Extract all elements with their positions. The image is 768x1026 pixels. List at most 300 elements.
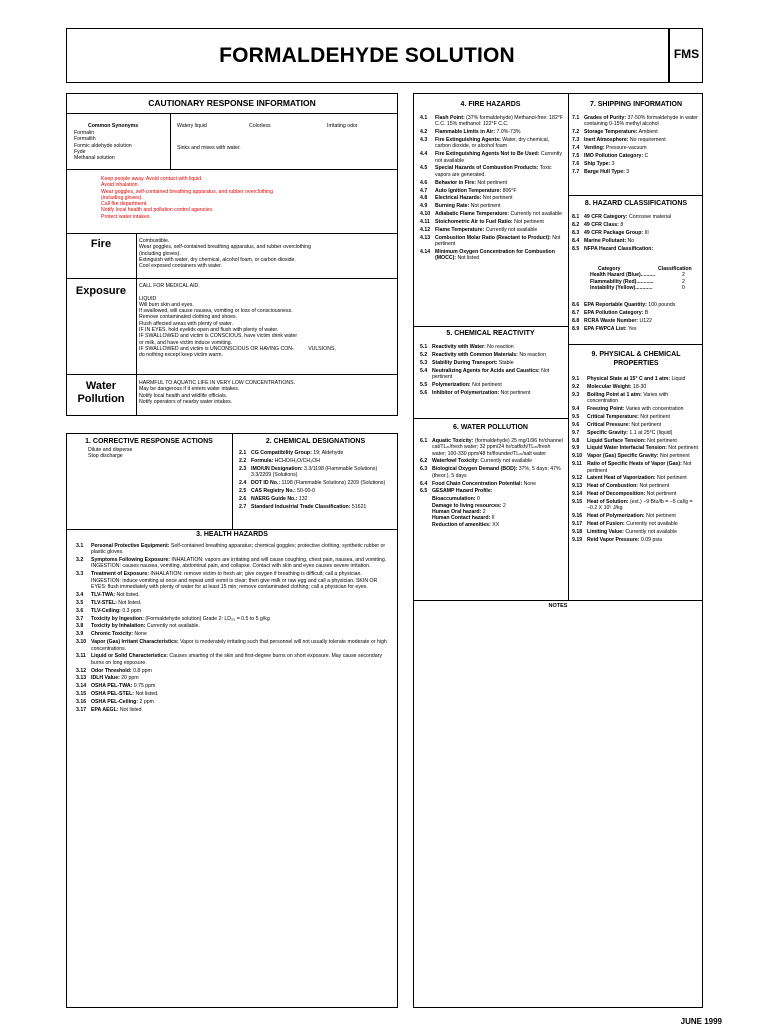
item-value: C <box>643 152 649 159</box>
item-label: Fire Extinguishing Agents: <box>435 137 501 144</box>
list-item <box>239 466 394 479</box>
list-item <box>572 414 700 420</box>
list-item <box>420 249 564 262</box>
list-item <box>572 499 700 512</box>
item-label: Freezing Point: <box>587 405 625 412</box>
item-number: 2.6 <box>239 495 247 502</box>
item-text <box>91 631 147 637</box>
item-text <box>584 161 614 167</box>
item-label: Flame Temperature: <box>435 226 485 233</box>
list-item <box>76 675 392 681</box>
item-number: 9.16 <box>572 513 583 520</box>
list-item <box>572 461 700 474</box>
item-number: 9.18 <box>572 529 583 536</box>
s3-heading: 3. HEALTH HAZARDS <box>196 531 268 538</box>
list-item <box>572 430 700 436</box>
list-item <box>76 543 392 556</box>
item-text <box>587 483 669 489</box>
item-value: Not pertinent <box>655 475 687 482</box>
item-label: Physical State at 15° C and 1 atm: <box>587 376 671 382</box>
item-value: Not pertinent <box>644 513 676 520</box>
exposure-line: do nothing except keep victim warm. <box>139 352 223 359</box>
item-number: 4.13 <box>420 234 431 241</box>
item-label: 49 CFR Category: <box>584 214 628 220</box>
water-text <box>139 380 295 405</box>
list-item <box>420 344 564 350</box>
exposure-line: IF SWALLOWED and victim is UNCONSCIOUS OR HAVING CON- VULSIONS, <box>139 345 336 352</box>
item-label: CG Compatibility Group: <box>251 450 312 456</box>
item-text <box>584 302 675 308</box>
item-number: 3.5 <box>76 599 84 606</box>
list-item <box>420 466 564 479</box>
item-text <box>251 450 343 456</box>
item-number: 3.17 <box>76 707 87 714</box>
exposure-line: If swallowed, will cause nausea, vomiting or loss of consciousness. <box>139 308 293 315</box>
item-text <box>91 557 392 570</box>
item-value: U122 <box>638 317 652 324</box>
item-value: 0.3 ppm <box>120 607 142 614</box>
item-text <box>91 683 155 689</box>
item-label: Boiling Point at 1 atm: <box>587 391 642 398</box>
appearance: Watery liquid <box>177 123 207 129</box>
item-value: 1.1 at 25°C (liquid) <box>627 429 673 436</box>
item-value: None <box>522 480 537 487</box>
s1-list <box>88 447 132 460</box>
item-label: RCRA Waste Number: <box>584 317 639 324</box>
item-value: Not pertinent <box>638 413 670 420</box>
item-text <box>432 368 564 381</box>
gesamp-value: II <box>490 515 495 522</box>
item-value: INHALATION: vapors are irritating and will cause coughing, chest pain, nausea, and vomiting. INGESTION: causes nausea, vomiting, abdominal pain, and collapse. Contact with skin and eyes causes severe irritation. <box>91 557 387 570</box>
item-value: 3 <box>624 168 630 175</box>
item-label: Inhibitor of Polymerization: <box>432 389 500 396</box>
list-item <box>420 219 564 225</box>
item-value: Not pertinent <box>645 437 677 444</box>
warning-line: Keep people away. Avoid contact with liquid. <box>101 176 203 182</box>
gesamp-label: Damage to living resources: <box>432 502 502 509</box>
item-text <box>587 430 672 436</box>
list-item <box>572 326 700 332</box>
item-label: Combustion Molar Ratio (Reactant to Product): <box>435 234 551 241</box>
item-value: 50-00-0 <box>295 487 316 494</box>
item-number: 8.7 <box>572 309 580 316</box>
item-number: 8.1 <box>572 214 580 220</box>
item-number: 9.17 <box>572 521 583 528</box>
item-label: DOT ID No.: <box>251 479 281 486</box>
item-number: 8.2 <box>572 221 580 228</box>
item-label: Critical Pressure: <box>587 421 630 428</box>
item-number: 3.3 <box>76 571 84 578</box>
rule <box>568 600 703 601</box>
nfpa-category: Flammability (Red)............ <box>590 278 654 285</box>
chemical-code: FMS <box>673 47 700 61</box>
list-item <box>572 384 700 390</box>
item-text <box>587 521 678 527</box>
item-number: 3.12 <box>76 667 87 674</box>
item-text <box>91 699 154 705</box>
list-item <box>76 631 392 637</box>
item-value: Not pertinent <box>512 219 544 226</box>
item-text <box>435 137 564 150</box>
list-item <box>420 115 564 128</box>
item-value: 0.8 ppm <box>131 667 152 674</box>
item-number: 5.6 <box>420 389 428 396</box>
item-value: 51621 <box>350 503 367 510</box>
list-item <box>572 137 700 143</box>
item-label: Personal Protective Equipment: <box>91 543 170 549</box>
water-line: HARMFUL TO AQUATIC LIFE IN VERY LOW CONCENTRATIONS. <box>139 380 296 386</box>
item-value: Causes smarting of the skin and first-degree burns on short exposure. May cause secondary burns on long exposure. <box>91 653 382 666</box>
item-value: 3 <box>610 160 615 167</box>
list-item <box>76 571 392 590</box>
item-value: None <box>132 631 147 638</box>
item-value: INHALATION: remove victim to fresh air; give oxygen if breathing is difficult; call a physician. INGESTION: induce vomiting at once and repeat until vomit is clear; then give milk or raw egg and call a physician. SKIN OR EYES: flush immediately with plenty of water for at least 15 min; remove contaminated clothing; call a physician for eyes. <box>91 571 378 590</box>
fire-text <box>139 238 311 269</box>
color: Colorless <box>249 123 271 129</box>
item-label: Heat of Polymerization: <box>587 513 645 520</box>
list-item <box>572 246 700 252</box>
item-value: Pressure-vacuum <box>604 144 647 151</box>
item-number: 4.12 <box>420 226 431 233</box>
synonyms-list <box>74 130 132 161</box>
rule <box>568 344 703 345</box>
item-number: 9.10 <box>572 453 583 460</box>
list-item <box>76 600 392 606</box>
item-text <box>435 115 564 128</box>
item-value: No <box>626 237 635 244</box>
item-label: Stability During Transport: <box>432 359 498 366</box>
list-item <box>572 310 700 316</box>
exposure-line: CALL FOR MEDICAL AID. <box>139 283 200 289</box>
s5-list <box>420 344 564 398</box>
item-value: Not listed <box>118 707 142 714</box>
fire-line: Extinguish with water, dry chemical, alcohol foam, or carbon dioxide. <box>139 256 296 263</box>
item-number: 4.5 <box>420 165 428 172</box>
item-text <box>584 214 671 220</box>
item-value: Corrosive material <box>627 214 672 220</box>
footer-date: JUNE 1999 <box>680 1017 722 1026</box>
item-text <box>432 458 532 464</box>
item-label: TLV-TWA: <box>91 591 116 598</box>
list-item <box>572 129 700 135</box>
item-label: Reid Vapor Pressure: <box>587 536 640 543</box>
item-label: Stoichometric Air to Fuel Ratio: <box>435 219 513 226</box>
item-text <box>251 496 308 502</box>
item-text <box>584 153 648 159</box>
rule <box>413 600 569 601</box>
item-value: Not pertinent <box>499 389 531 396</box>
item-number: 6.2 <box>420 458 428 465</box>
list-item <box>572 161 700 167</box>
list-item <box>76 557 392 570</box>
item-value: 0.75 ppm <box>132 683 156 690</box>
item-value: Currently not available <box>624 521 678 528</box>
item-number: 9.4 <box>572 405 580 412</box>
nfpa-row <box>590 285 700 291</box>
item-number: 4.3 <box>420 137 428 144</box>
item-number: 9.3 <box>572 391 580 398</box>
item-value: Not pertinent <box>629 421 662 428</box>
item-label: Chronic Toxicity: <box>91 631 133 638</box>
item-value: 100 pounds <box>646 302 676 308</box>
list-item <box>420 368 564 381</box>
item-number: 4.4 <box>420 151 428 158</box>
item-value: No reaction <box>485 344 514 350</box>
list-item <box>572 230 700 236</box>
item-value: Not listed <box>456 255 480 262</box>
item-text <box>435 188 517 194</box>
list-item <box>572 438 700 444</box>
item-number: 4.7 <box>420 187 428 194</box>
item-text <box>587 529 677 535</box>
item-number: 4.10 <box>420 211 431 218</box>
exposure-line: LIQUID <box>139 295 157 302</box>
s2-list <box>239 450 394 512</box>
item-text <box>91 600 141 606</box>
synonyms-divider <box>170 114 171 169</box>
item-number: 4.8 <box>420 195 428 202</box>
exposure-label: Exposure <box>75 285 127 297</box>
item-label: 49 CFR Package Group: <box>584 229 644 236</box>
water-line: Notify operators of nearby water intakes. <box>139 398 233 405</box>
s5-heading: 5. CHEMICAL REACTIVITY <box>446 330 535 337</box>
item-number: 8.4 <box>572 237 580 244</box>
item-label: Treatment of Exposure: <box>91 571 149 578</box>
list-item <box>572 529 700 535</box>
item-text <box>91 675 139 681</box>
item-text <box>584 137 666 143</box>
list-item <box>572 453 700 459</box>
item-label: Grades of Purity: <box>584 115 627 121</box>
gesamp-value: 2 <box>481 508 486 515</box>
item-value: Not pertinent <box>469 203 501 210</box>
item-text <box>435 227 537 233</box>
item-number: 6.5 <box>420 488 428 495</box>
item-label: Latent Heat of Vaporization: <box>587 475 656 482</box>
item-value: 8 <box>618 221 624 228</box>
item-label: Fire Extinguishing Agents Not to Be Used: <box>435 151 540 158</box>
list-item <box>420 438 564 457</box>
list-item <box>572 392 700 405</box>
item-number: 5.1 <box>420 344 428 350</box>
item-text <box>251 504 366 510</box>
item-text <box>91 707 142 713</box>
item-label: Liquid or Solid Characteristics: <box>91 653 168 660</box>
item-text <box>435 195 513 201</box>
list-item <box>420 458 564 464</box>
item-number: 3.1 <box>76 543 84 549</box>
item-label: Flammable Limits in Air: <box>435 129 496 136</box>
item-label: Aquatic Toxicity: <box>432 438 474 444</box>
list-item <box>420 180 564 186</box>
list-item <box>572 491 700 497</box>
item-label: Waterfowl Toxicity: <box>432 458 479 465</box>
synonym: Formalin <box>74 130 95 136</box>
item-value: (Formaldehyde solution) Grade 2: LD₅₀ = 0.5 to 5 g/kg <box>143 615 270 622</box>
rule <box>66 529 398 530</box>
nfpa-category: Health Hazard (Blue).......... <box>590 272 656 279</box>
item-number: 2.5 <box>239 487 247 494</box>
synonym: Methanal solution <box>74 155 115 162</box>
item-label: IMO Pollution Category: <box>584 152 644 159</box>
item-text <box>587 453 690 459</box>
item-label: Polymerization: <box>432 381 471 388</box>
list-item <box>420 203 564 209</box>
item-value: Not pertinent <box>435 234 561 248</box>
item-number: 9.2 <box>572 383 580 390</box>
list-item <box>572 222 700 228</box>
item-label: Biological Oxygen Demand (BOD): <box>432 466 518 473</box>
warning-line: Call fire department. <box>101 201 148 208</box>
exposure-line: IF SWALLOWED and victim is CONSCIOUS, have victim drink water <box>139 333 298 340</box>
item-text <box>435 219 544 225</box>
item-text <box>587 422 661 428</box>
synonym: Formic aldehyde solution <box>74 142 132 149</box>
gesamp-label: Human Contact hazard: <box>432 515 491 522</box>
odor: Irritating odor <box>327 123 358 129</box>
item-value: No reaction <box>517 351 546 358</box>
fire-line: Cool exposed containers with water. <box>139 263 223 270</box>
item-label: NAERG Guide No.: <box>251 495 298 502</box>
item-label: Adiabatic Flame Temperature: <box>435 211 509 218</box>
item-value: Not listed. <box>115 591 140 598</box>
list-item <box>420 488 564 494</box>
item-text <box>91 543 392 556</box>
item-number: 6.4 <box>420 480 428 487</box>
item-text <box>91 653 392 666</box>
item-number: 4.9 <box>420 203 428 210</box>
item-number: 3.4 <box>76 591 84 598</box>
item-label: Toxicity by Ingestion: <box>91 615 144 622</box>
item-number: 3.7 <box>76 615 84 622</box>
list-item <box>420 481 564 487</box>
gesamp-label: Bioaccumulation: <box>432 496 476 503</box>
list-item <box>420 211 564 217</box>
item-label: Marine Pollutant: <box>584 237 627 244</box>
item-label: Vapor (Gas) Specific Gravity: <box>587 453 659 460</box>
item-text <box>584 318 652 324</box>
list-item <box>572 214 700 220</box>
item-number: 2.1 <box>239 450 247 456</box>
item-label: NFPA Hazard Classification: <box>584 245 654 252</box>
item-text <box>432 438 564 457</box>
item-label: IMO/UN Designation: <box>251 465 303 472</box>
item-label: OSHA PEL-TWA: <box>91 683 133 690</box>
list-item <box>76 592 392 598</box>
item-label: Formula: <box>251 457 274 464</box>
item-text <box>91 623 200 629</box>
item-label: Reactivity with Common Materials: <box>432 351 518 358</box>
item-number: 4.1 <box>420 115 428 121</box>
warning-line: (including gloves). <box>101 194 143 201</box>
rule <box>66 374 398 375</box>
list-item <box>239 450 394 456</box>
item-label: Auto Ignition Temperature: <box>435 187 502 194</box>
item-number: 7.7 <box>572 168 580 175</box>
item-value: Varies with concentration <box>587 391 669 405</box>
item-number: 8.8 <box>572 317 580 324</box>
list-item <box>572 376 700 382</box>
item-label: Ship Type: <box>584 160 611 167</box>
item-value: Not pertinent <box>658 453 690 460</box>
item-label: 49 CFR Class: <box>584 221 619 228</box>
gesamp-item <box>420 522 564 528</box>
list-item <box>572 115 700 128</box>
water-line: Notify local health and wildlife officials. <box>139 392 228 399</box>
item-value: No requirement <box>628 137 666 144</box>
item-label: Ratio of Specific Heats of Vapor (Gas): <box>587 461 682 468</box>
rule <box>232 433 233 530</box>
s3-list <box>76 543 392 715</box>
item-label: Liquid Water Interfacial Tension: <box>587 445 667 452</box>
rule <box>413 418 568 419</box>
s1-item: Stop discharge <box>88 453 123 460</box>
nfpa-value: 2 <box>682 272 685 279</box>
item-text <box>584 246 653 252</box>
item-value: Not pertinent <box>432 367 550 380</box>
item-number: 4.11 <box>420 219 430 226</box>
item-text <box>91 639 392 652</box>
s4-heading: 4. FIRE HAZARDS <box>460 101 521 108</box>
item-value: B <box>643 309 649 316</box>
item-text <box>587 499 700 512</box>
item-number: 9.19 <box>572 536 583 543</box>
item-label: Storage Temperature: <box>584 129 638 136</box>
item-value: Not pertinent <box>587 461 692 474</box>
item-text <box>587 384 646 390</box>
s9-heading: 9. PHYSICAL & CHEMICAL PROPERTIES <box>591 351 681 367</box>
item-value: (formaldehyde) 25 mg/1/96 hr/channel cat/TLₘ/fresh water; 32 ppm/24 hr/catfish/TLₘ/fresh water; 100-330 ppm/48 hr/flounder/TLₘ/salt water <box>432 438 563 457</box>
list-item <box>420 188 564 194</box>
item-number: 6.3 <box>420 466 428 473</box>
exposure-line: Will burn skin and eyes. <box>139 301 194 308</box>
item-label: Symptoms Following Exposure: <box>91 557 170 564</box>
item-label: Specific Gravity: <box>587 429 628 436</box>
item-text <box>91 668 152 674</box>
item-label: OSHA PEL-Ceiling: <box>91 699 139 706</box>
list-item <box>76 639 392 652</box>
item-number: 2.4 <box>239 479 247 486</box>
item-value: 3.3/1198 (Flammable Solutions) 3.3/2209 (Solutions) <box>251 465 378 479</box>
gesamp-value: 0 <box>475 496 480 503</box>
s1-item: Dilute and disperse <box>88 447 133 453</box>
item-text <box>251 466 394 479</box>
list-item <box>572 445 700 451</box>
item-number: 2.7 <box>239 503 247 510</box>
item-label: Food Chain Concentration Potential: <box>432 480 523 487</box>
s7-heading: 7. SHIPPING INFORMATION <box>589 101 683 108</box>
list-item <box>420 235 564 248</box>
item-label: Minimum Oxygen Concentration for Combustion (MOCC): <box>435 249 555 262</box>
item-number: 4.6 <box>420 179 428 186</box>
s6-list <box>420 438 564 528</box>
item-text <box>91 571 392 590</box>
rule <box>568 195 703 196</box>
item-text <box>587 537 662 543</box>
list-item <box>420 360 564 366</box>
nfpa-category-label: Category <box>598 266 621 272</box>
item-number: 9.6 <box>572 421 580 428</box>
item-label: EPA AEGL: <box>91 707 119 714</box>
s1-heading: 1. CORRECTIVE RESPONSE ACTIONS <box>85 438 213 445</box>
item-text <box>584 169 629 175</box>
item-text <box>432 466 564 479</box>
item-number: 8.5 <box>572 245 580 252</box>
item-value: (37% formaldehyde) Methanol-free: 182°F C.C. 15% methanol: 122°F C.C. <box>435 115 564 128</box>
list-item <box>76 608 392 614</box>
item-value: HCHO/H₂O/CH₃OH <box>273 457 320 464</box>
item-number: 3.8 <box>76 623 84 630</box>
